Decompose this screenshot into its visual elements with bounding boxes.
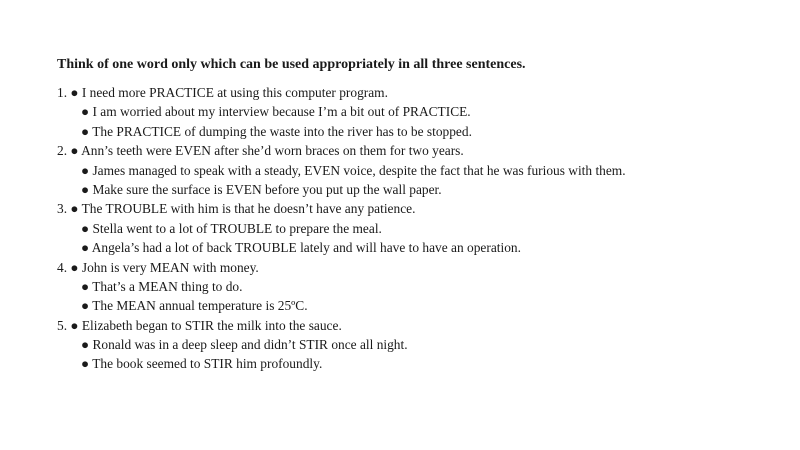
- sentence-text: Stella went to a lot of TROUBLE to prepare the meal.: [92, 220, 382, 236]
- bullet-icon: ●: [81, 123, 90, 139]
- bullet-icon: ●: [81, 356, 90, 372]
- bullet-icon: ●: [70, 317, 79, 333]
- exercise-list: [57, 83, 777, 374]
- exercise-item-2-line-2: [57, 161, 777, 180]
- bullet-icon: ●: [81, 298, 90, 314]
- sentence-text: John is very MEAN with money.: [81, 259, 259, 275]
- exercise-item-4-line-3: [57, 296, 777, 315]
- sentence-text: The book seemed to STIR him profoundly.: [92, 356, 323, 372]
- bullet-icon: ●: [70, 201, 79, 217]
- sentence-text: Elizabeth began to STIR the milk into the sauce.: [81, 317, 342, 333]
- exercise-item-5-line-2: [57, 335, 777, 354]
- bullet-icon: ●: [70, 85, 79, 100]
- sentence-text: Make sure the surface is EVEN before you put up the wall paper.: [92, 181, 442, 197]
- instruction-heading: Think of one word only which can be used appropriately in all three sentences.: [57, 57, 526, 72]
- bullet-icon: ●: [81, 240, 90, 256]
- exercise-sheet: [57, 56, 777, 374]
- item-number: 3.: [57, 201, 68, 217]
- bullet-icon: ●: [81, 162, 90, 178]
- sentence-text: Ann’s teeth were EVEN after she’d worn braces on them for two years.: [81, 143, 464, 159]
- bullet-icon: ●: [81, 104, 90, 120]
- bullet-icon: ●: [81, 220, 90, 236]
- item-number: 4.: [57, 259, 68, 275]
- exercise-item-3-line-2: [57, 219, 777, 238]
- sentence-text: That’s a MEAN thing to do.: [92, 278, 243, 294]
- exercise-item-2-line-1: [57, 141, 777, 160]
- exercise-item-1-line-3: [57, 122, 777, 141]
- exercise-item-4-line-2: [57, 277, 777, 296]
- exercise-item-1-line-2: [57, 102, 777, 121]
- sentence-text: I am worried about my interview because I’m a bit out of PRACTICE.: [92, 104, 471, 120]
- sentence-text: The TROUBLE with him is that he doesn’t have any patience.: [81, 201, 416, 217]
- bullet-icon: ●: [81, 337, 90, 353]
- exercise-item-3-line-3: [57, 238, 777, 257]
- sentence-text: Angela’s had a lot of back TROUBLE lately and will have to have an operation.: [91, 240, 521, 256]
- item-number: 2.: [57, 143, 68, 159]
- item-number: 1.: [57, 85, 68, 100]
- exercise-item-5-line-3: [57, 354, 777, 373]
- bullet-icon: ●: [81, 278, 90, 294]
- item-number: 5.: [57, 317, 68, 333]
- sentence-text: Ronald was in a deep sleep and didn’t STIR once all night.: [92, 337, 408, 353]
- bullet-icon: ●: [70, 143, 79, 159]
- exercise-item-1-line-1: [57, 83, 777, 102]
- bullet-icon: ●: [81, 181, 90, 197]
- exercise-item-5-line-1: [57, 316, 777, 335]
- sentence-text: The MEAN annual temperature is 25ºC.: [92, 298, 308, 314]
- exercise-item-4-line-1: [57, 258, 777, 277]
- exercise-item-2-line-3: [57, 180, 777, 199]
- exercise-item-3-line-1: [57, 199, 777, 218]
- sentence-text: I need more PRACTICE at using this computer program.: [81, 85, 388, 100]
- sentence-text: James managed to speak with a steady, EVEN voice, despite the fact that he was furious with them.: [92, 162, 626, 178]
- bullet-icon: ●: [70, 259, 79, 275]
- sentence-text: The PRACTICE of dumping the waste into the river has to be stopped.: [92, 123, 472, 139]
